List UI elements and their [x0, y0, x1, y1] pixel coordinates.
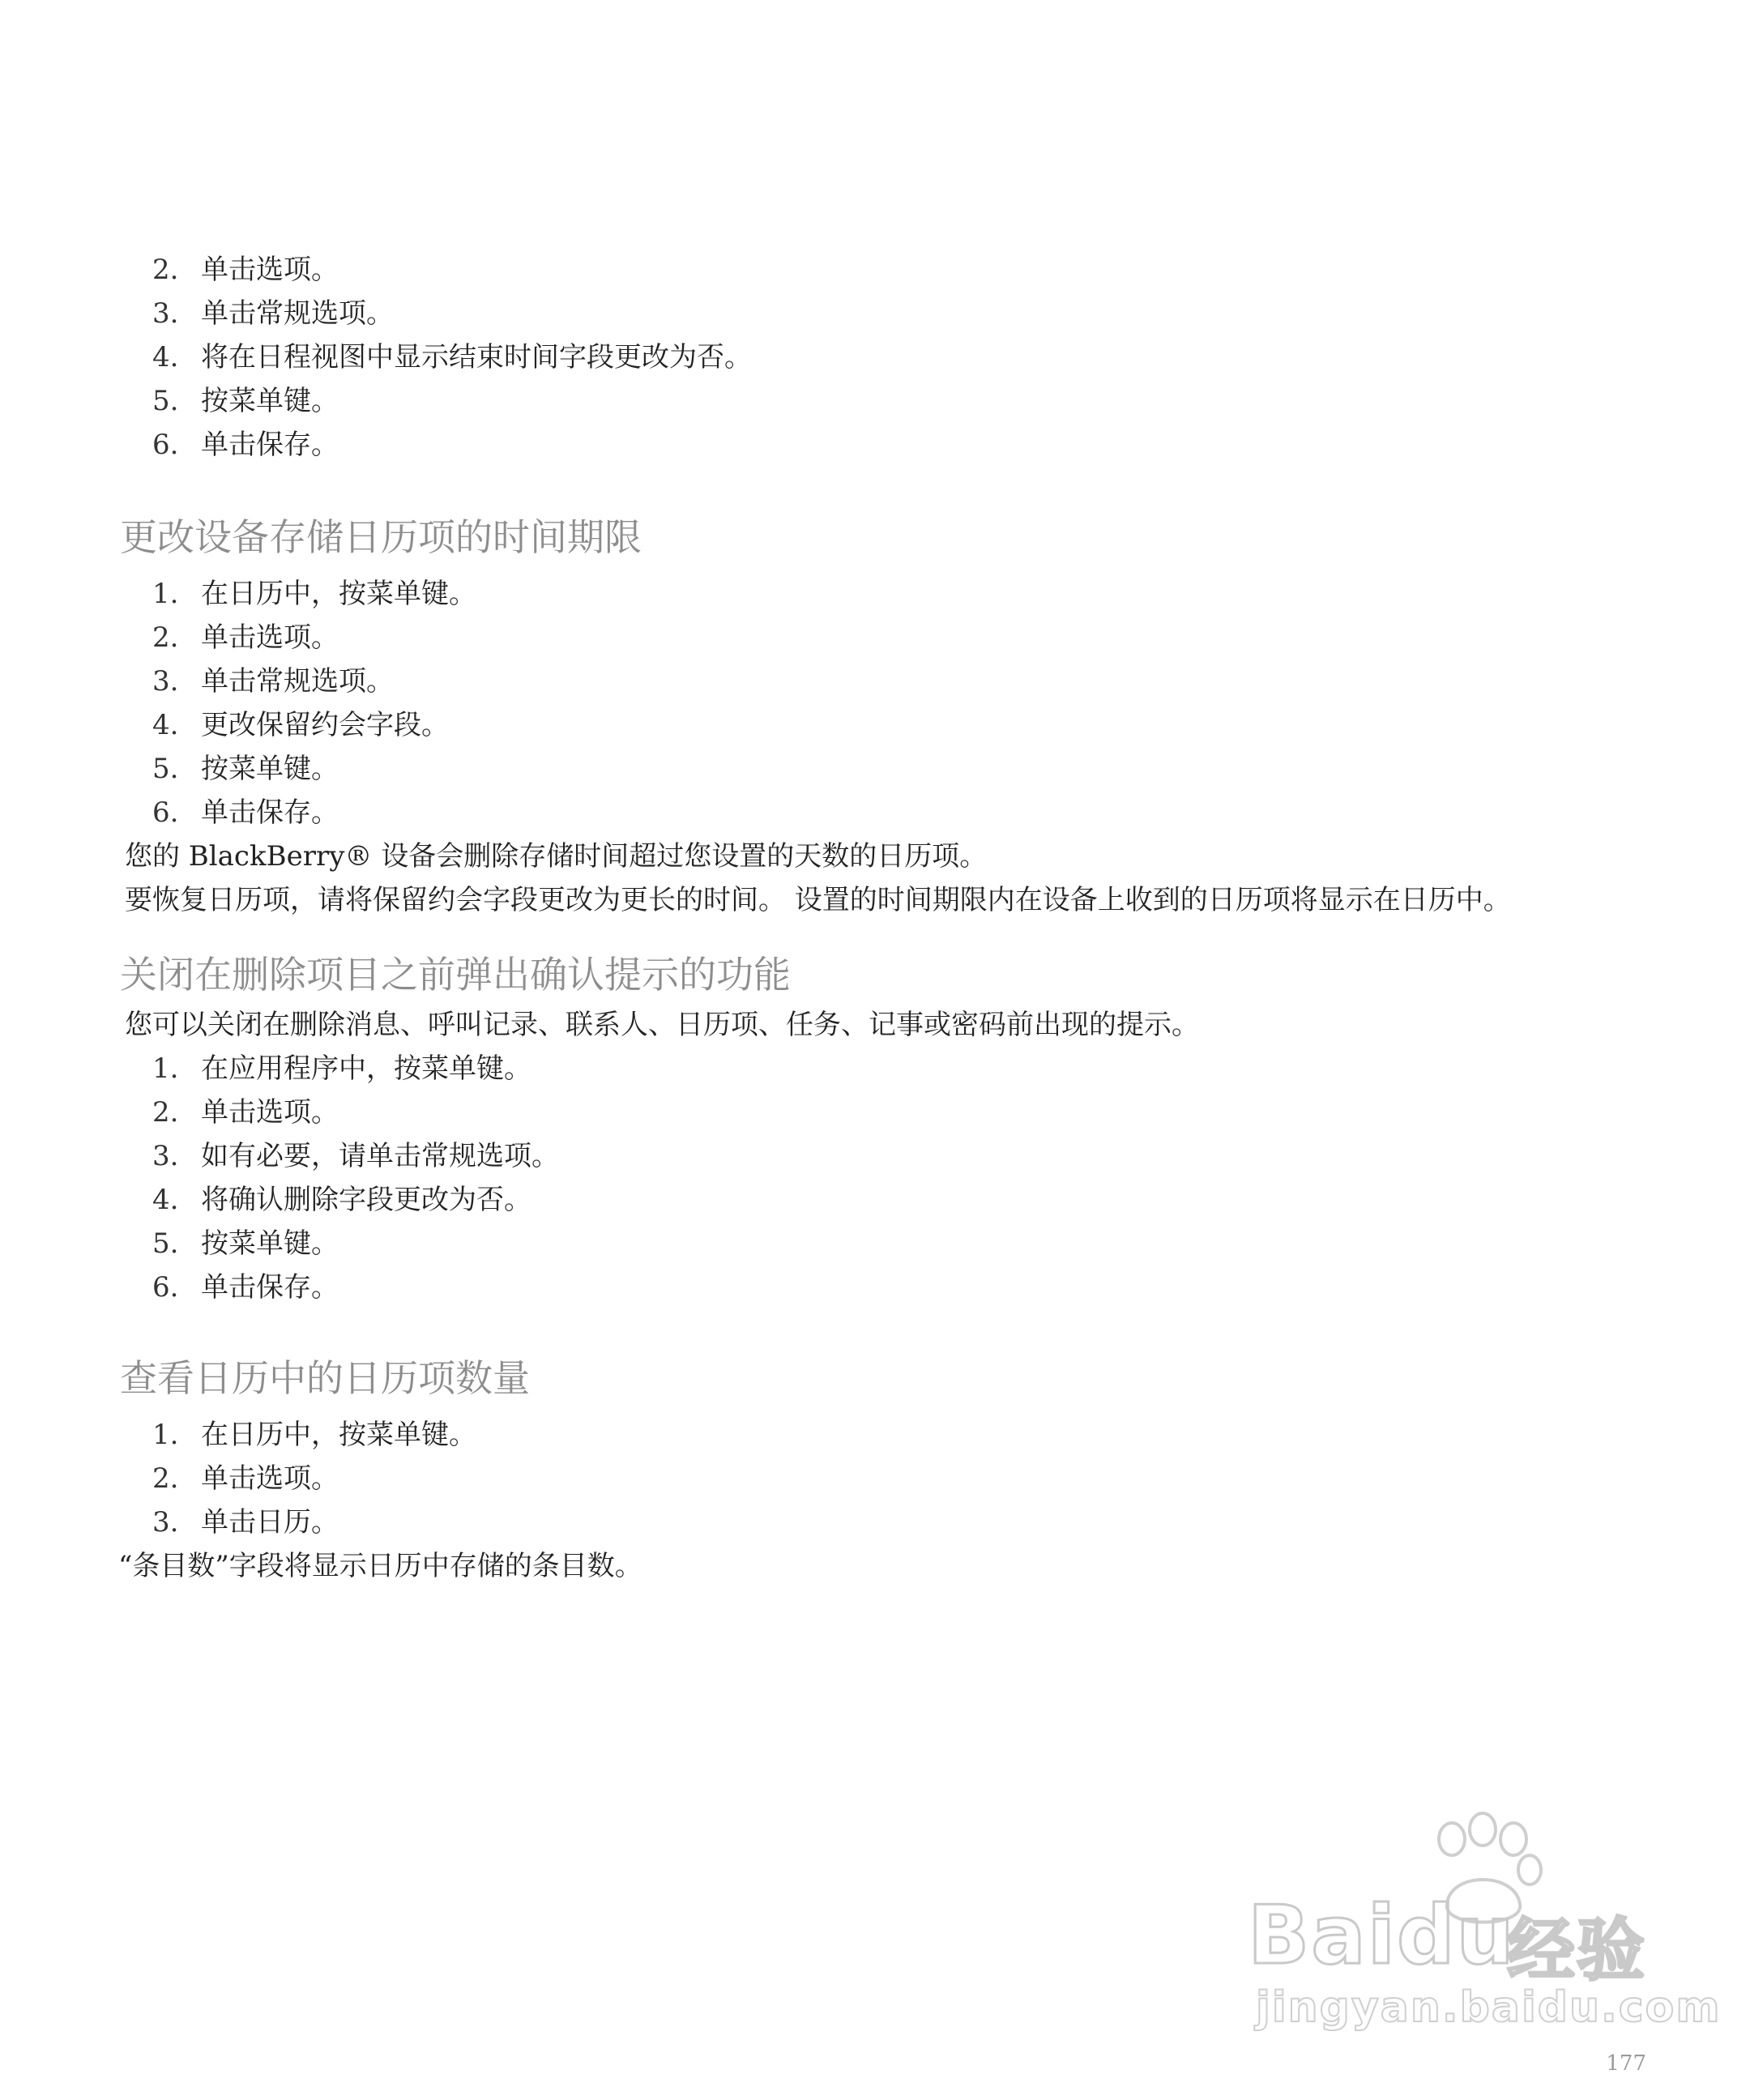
baidu-jingyan-watermark: [1240, 1807, 1722, 2050]
section-1: [120, 248, 1659, 467]
step: 4. 更改保留约会字段。: [152, 709, 449, 741]
intro-paragraph: 您可以关闭在删除消息、呼叫记录、联系人、日历项、任务、记事或密码前出现的提示。: [125, 1009, 1199, 1041]
section-heading: 更改设备存储日历项的时间期限: [120, 515, 642, 559]
step: 3. 如有必要，请单击常规选项。: [152, 1140, 559, 1172]
section-3: [120, 946, 1659, 1309]
watermark-product: 经验: [1507, 1910, 1647, 1990]
section-2: [120, 509, 1659, 922]
step: 6. 单击保存。: [152, 796, 339, 829]
page-number: 177: [1606, 2051, 1646, 2076]
step: 3. 单击日历。: [152, 1506, 339, 1539]
watermark-brand: Baidu: [1248, 1888, 1516, 1983]
step: 2. 单击选项。: [152, 621, 339, 654]
steps-list: [120, 1413, 1659, 1544]
step: 5. 按菜单键。: [152, 753, 339, 785]
step: 1. 在日历中，按菜单键。: [152, 1419, 476, 1451]
note-paragraph: “条目数”字段将显示日历中存储的条目数。: [118, 1550, 642, 1582]
steps-list: [120, 572, 1659, 834]
steps-list: [120, 1047, 1659, 1309]
step: 1. 在应用程序中，按菜单键。: [152, 1052, 531, 1085]
step: 6. 单击保存。: [152, 429, 339, 461]
step: 2. 单击选项。: [152, 1462, 339, 1495]
section-4: [120, 1350, 1659, 1588]
step: 5. 按菜单键。: [152, 385, 339, 417]
step: 6. 单击保存。: [152, 1271, 339, 1304]
step: 3. 单击常规选项。: [152, 665, 394, 698]
step: 4. 将确认删除字段更改为否。: [152, 1184, 531, 1216]
step: 2. 单击选项。: [152, 254, 339, 286]
step: 4. 将在日程视图中显示结束时间字段更改为否。: [152, 341, 752, 373]
step: 3. 单击常规选项。: [152, 297, 394, 330]
step: 5. 按菜单键。: [152, 1227, 339, 1260]
section-heading: 关闭在删除项目之前弹出确认提示的功能: [120, 953, 791, 997]
step: 1. 在日历中，按菜单键。: [152, 578, 476, 610]
note-paragraph: 您的 BlackBerry® 设备会删除存储时间超过您设置的天数的日历项。: [125, 840, 988, 873]
step: 2. 单击选项。: [152, 1096, 339, 1129]
section-heading: 查看日历中的日历项数量: [120, 1356, 530, 1400]
watermark-url: jingyan.baidu.com: [1256, 1983, 1722, 2032]
note-paragraph: 要恢复日历项，请将保留约会字段更改为更长的时间。 设置的时间期限内在设备上收到的日历项将显示在日历中。: [125, 884, 1511, 916]
steps-list: [120, 248, 1659, 467]
